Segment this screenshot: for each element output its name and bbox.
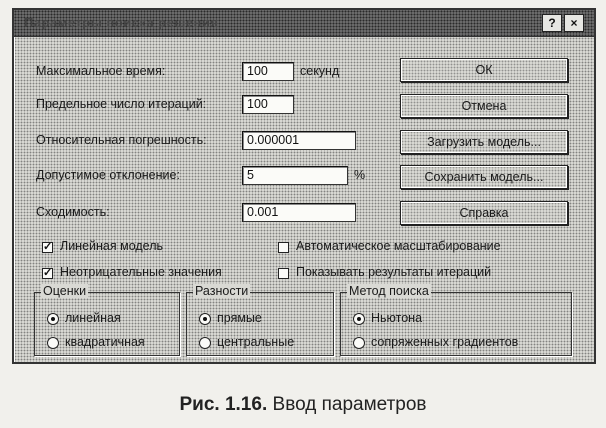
- convergence-label: Сходимость:: [36, 205, 110, 219]
- show-iterations-label: Показывать результаты итераций: [296, 265, 492, 279]
- search-newton-label: Ньютона: [371, 311, 423, 325]
- estimates-quadratic-radio[interactable]: [47, 337, 59, 349]
- precision-input[interactable]: 0.000001: [242, 131, 356, 150]
- search-conjugate-label: сопряженных градиентов: [371, 335, 519, 349]
- differences-group: [186, 284, 334, 356]
- differences-forward-radio[interactable]: [199, 313, 211, 325]
- tolerance-input[interactable]: 5: [242, 166, 348, 185]
- estimates-group-title: Оценки: [43, 284, 87, 298]
- estimates-linear-label: линейная: [65, 311, 121, 325]
- iterations-input[interactable]: 100: [242, 95, 294, 114]
- auto-scaling-label: Автоматическое масштабирование: [296, 239, 501, 253]
- tolerance-label: Допустимое отклонение:: [36, 168, 180, 182]
- cancel-button[interactable]: Отмена: [400, 94, 568, 118]
- iterations-label: Предельное число итераций:: [36, 97, 207, 111]
- search-method-group-title: Метод поиска: [349, 284, 429, 298]
- estimates-linear-radio[interactable]: [47, 313, 59, 325]
- non-negative-label: Неотрицательные значения: [60, 265, 222, 279]
- help-reference-button[interactable]: Справка: [400, 201, 568, 225]
- ok-button[interactable]: ОК: [400, 58, 568, 82]
- estimates-group: [34, 284, 180, 356]
- search-conjugate-radio[interactable]: [353, 337, 365, 349]
- load-model-button[interactable]: Загрузить модель...: [400, 130, 568, 154]
- close-button[interactable]: ×: [564, 14, 584, 32]
- figure-caption: [0, 394, 606, 416]
- title-bar[interactable]: [14, 10, 594, 37]
- window-title: Параметры поиска решения: [24, 15, 219, 30]
- show-iterations-checkbox[interactable]: [278, 268, 289, 279]
- differences-group-title: Разности: [195, 284, 249, 298]
- estimates-quadratic-label: квадратичная: [65, 335, 145, 349]
- max-time-label: Максимальное время:: [36, 64, 166, 78]
- seconds-unit-label: секунд: [300, 64, 340, 78]
- max-time-input[interactable]: 100: [242, 62, 294, 81]
- linear-model-checkbox[interactable]: ✓: [43, 241, 53, 253]
- non-negative-checkbox[interactable]: ✓: [43, 267, 53, 279]
- help-button[interactable]: ?: [542, 14, 562, 32]
- search-method-group: [340, 284, 572, 356]
- percent-unit-label: %: [354, 168, 366, 182]
- differences-central-radio[interactable]: [199, 337, 211, 349]
- differences-forward-label: прямые: [217, 311, 262, 325]
- save-model-button[interactable]: Сохранить модель...: [400, 165, 568, 189]
- solver-options-dialog: [12, 8, 596, 364]
- figure-caption-text: Ввод параметров: [272, 394, 427, 415]
- search-newton-radio[interactable]: [353, 313, 365, 325]
- differences-central-label: центральные: [217, 335, 295, 349]
- figure-number: Рис. 1.16.: [179, 394, 268, 415]
- linear-model-label: Линейная модель: [60, 239, 164, 253]
- convergence-input[interactable]: 0.001: [242, 203, 356, 222]
- auto-scaling-checkbox[interactable]: [278, 242, 289, 253]
- precision-label: Относительная погрешность:: [36, 133, 207, 147]
